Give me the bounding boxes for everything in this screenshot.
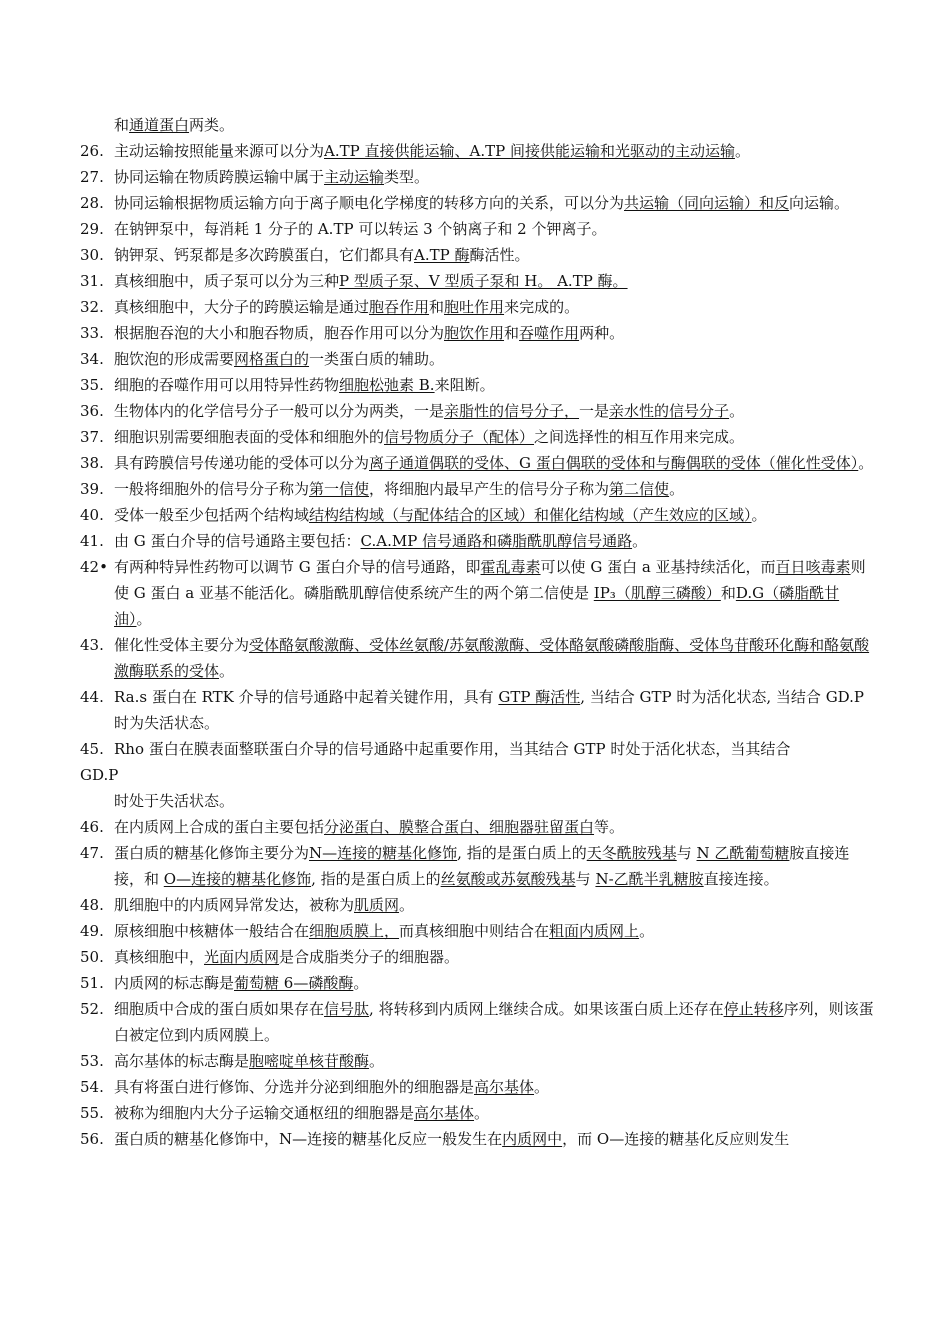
question-text: 。 — [474, 1104, 490, 1122]
question-text: 等。 — [594, 818, 625, 836]
question-text: 则使 G 蛋白 a 亚基不能活化。磷脂酰肌醇信使系统产生的两个第二信使是 — [114, 558, 866, 602]
question-text: 类型。 — [384, 168, 430, 186]
question-text: 细胞质中合成的蛋白质如果存在 — [114, 1000, 325, 1018]
question-item — [80, 476, 875, 502]
question-body — [114, 818, 624, 836]
question-body — [114, 1104, 489, 1122]
question-text: 来完成的。 — [504, 298, 580, 316]
question-text: 来阻断。 — [434, 376, 495, 394]
question-item — [80, 918, 875, 944]
question-number: 49. — [80, 922, 104, 940]
answer-underlined-text: 主动运输 — [324, 168, 385, 186]
answer-underlined-text: 通道蛋白 — [129, 116, 190, 134]
question-item — [80, 502, 875, 528]
question-text: 具有跨膜信号传递功能的受体可以分为 — [114, 454, 370, 472]
question-body — [114, 896, 414, 914]
question-text: 协同运输在物质跨膜运输中属于 — [114, 168, 325, 186]
answer-underlined-text: N—连接的糖基化修饰 — [309, 844, 458, 862]
question-number: 36. — [80, 402, 104, 420]
answer-underlined-text: 胞嘧啶单核苷酸酶 — [249, 1052, 370, 1070]
question-number: 53. — [80, 1052, 104, 1070]
question-text: 两类。 — [189, 116, 235, 134]
question-text: 催化性受体主要分为 — [114, 636, 250, 654]
answer-underlined-text: D.G（磷脂酰甘油） — [114, 584, 840, 628]
question-number: 29. — [80, 220, 104, 238]
question-text: 一类蛋白质的辅助。 — [309, 350, 445, 368]
answer-underlined-text: GTP 酶活性 — [498, 688, 581, 706]
question-text: 。 — [669, 480, 685, 498]
question-body — [114, 220, 606, 238]
answer-underlined-text: A.TP 酶 — [414, 246, 470, 264]
question-text: 具有将蛋白进行修饰、分选并分泌到细胞外的细胞器是 — [114, 1078, 475, 1096]
question-text: 和 — [429, 298, 445, 316]
question-body — [114, 350, 444, 368]
question-text: 真核细胞中， — [114, 948, 205, 966]
question-item — [80, 1100, 875, 1126]
question-text: 。 — [399, 896, 415, 914]
question-text: 与 — [575, 870, 596, 888]
answer-underlined-text: 粗面内质网上 — [549, 922, 640, 940]
question-text: 而真核细胞中则结合在 — [399, 922, 550, 940]
question-text: 主动运输按照能量来源可以分为 — [114, 142, 325, 160]
question-number: 54. — [80, 1078, 104, 1096]
question-body — [114, 1130, 789, 1148]
answer-underlined-text: 网格蛋白的 — [234, 350, 310, 368]
question-number: 27. — [80, 168, 104, 186]
answer-underlined-text: 第一信使 — [309, 480, 370, 498]
question-number: 47. — [80, 844, 104, 862]
question-number: 56. — [80, 1130, 104, 1148]
question-body — [114, 168, 429, 186]
question-item — [80, 840, 875, 892]
question-text: Rho 蛋白在膜表面整联蛋白介导的信号通路中起重要作用，当其结合 GTP 时处于活化状态，当其结合 — [114, 740, 791, 758]
question-body — [114, 298, 579, 316]
question-number: 43. — [80, 636, 104, 654]
question-text: 。 — [729, 402, 745, 420]
question-item — [80, 294, 875, 320]
question-item — [80, 1126, 875, 1152]
question-item — [80, 138, 875, 164]
question-text: 。 — [353, 974, 369, 992]
item-45-tail-text: 时处于失活状态。 — [114, 792, 235, 810]
question-text: 。 — [858, 454, 874, 472]
items-46-56 — [80, 814, 875, 1152]
question-body — [114, 922, 654, 940]
question-item — [80, 684, 875, 736]
question-text: 两种。 — [579, 324, 625, 342]
question-text: , 将转移到内质网上继续合成。如果该蛋白质上还存在 — [369, 1000, 724, 1018]
question-body — [114, 194, 849, 212]
question-text: 一是 — [579, 402, 610, 420]
question-text: 原核细胞中核糖体一般结合在 — [114, 922, 310, 940]
question-item — [80, 996, 875, 1048]
question-number: 39. — [80, 480, 104, 498]
question-text: 和 — [720, 584, 736, 602]
answer-underlined-text: 信号物质分子（配体） — [384, 428, 535, 446]
question-text: , 指的是蛋白质上的 — [311, 870, 441, 888]
question-text: 细胞的吞噬作用可以用特异性药物 — [114, 376, 340, 394]
question-body — [114, 1078, 549, 1096]
question-body — [114, 636, 869, 680]
question-text: 由 G 蛋白介导的信号通路主要包括： — [114, 532, 361, 550]
question-text: 。 — [369, 1052, 385, 1070]
answer-underlined-text: 高尔基体 — [414, 1104, 475, 1122]
question-text: 。 — [632, 532, 648, 550]
question-body — [114, 480, 684, 498]
answer-underlined-text: 结构结构域（与配体结合的区域）和催化结构域（产生效应的区域） — [309, 506, 752, 524]
question-number: 55. — [80, 1104, 104, 1122]
answer-underlined-text: 吞噬作用 — [519, 324, 580, 342]
question-text: 根据胞吞泡的大小和胞吞物质，胞吞作用可以分为 — [114, 324, 445, 342]
question-text: Ra.s 蛋白在 RTK 介导的信号通路中起着关键作用，具有 — [114, 688, 499, 706]
question-item — [80, 736, 875, 762]
question-item — [80, 944, 875, 970]
question-text: 。 — [734, 142, 750, 160]
question-text: 高尔基体的标志酶是 — [114, 1052, 250, 1070]
question-number: 31. — [80, 272, 104, 290]
question-number: 48. — [80, 896, 104, 914]
question-text: 向运输。 — [789, 194, 850, 212]
question-item — [80, 216, 875, 242]
answer-underlined-text: 胞吐作用 — [444, 298, 505, 316]
question-text: 真核细胞中，质子泵可以分为三种 — [114, 272, 340, 290]
question-number: 32. — [80, 298, 104, 316]
question-text: 受体一般至少包括两个结构域 — [114, 506, 310, 524]
answer-underlined-text: 共运输（同向运输）和反 — [624, 194, 790, 212]
question-number: 26. — [80, 142, 104, 160]
answer-underlined-text: N 乙酰葡萄糖 — [696, 844, 790, 862]
items-26-45 — [80, 138, 875, 762]
question-text: 。 — [136, 610, 152, 628]
question-text: 。 — [751, 506, 767, 524]
answer-underlined-text: IP₃（肌醇三磷酸） — [593, 584, 721, 602]
answer-underlined-text: 亲水性的信号分子 — [609, 402, 730, 420]
answer-underlined-text: 光面内质网 — [204, 948, 280, 966]
question-number: 52. — [80, 1000, 104, 1018]
question-number: 42• — [80, 558, 108, 576]
answer-underlined-text: C.A.MP 信号通路和磷脂酰肌醇信号通路 — [360, 532, 633, 550]
question-text: ，而 O—连接的糖基化反应则发生 — [562, 1130, 790, 1148]
question-body — [114, 1052, 384, 1070]
question-number: 38. — [80, 454, 104, 472]
question-text: 和 — [504, 324, 520, 342]
question-number: 35. — [80, 376, 104, 394]
question-body — [114, 142, 750, 160]
question-text: 和 — [114, 116, 130, 134]
answer-underlined-text: 肌质网 — [354, 896, 400, 914]
question-number: 28. — [80, 194, 104, 212]
question-body — [114, 506, 767, 524]
answer-underlined-text: 停止转移 — [723, 1000, 784, 1018]
question-number: 30. — [80, 246, 104, 264]
question-number: 37. — [80, 428, 104, 446]
question-item — [80, 424, 875, 450]
question-text: 直接连接。 — [703, 870, 779, 888]
answer-underlined-text: 亲脂性的信号分子， — [444, 402, 580, 420]
answer-underlined-text: 胞吞作用 — [369, 298, 430, 316]
answer-underlined-text: 离子通道偶联的受体、G 蛋白偶联的受体和与酶偶联的受体（催化性受体） — [369, 454, 859, 472]
question-text: 一般将细胞外的信号分子称为 — [114, 480, 310, 498]
question-text: 在钠钾泵中，每消耗 1 分子的 A.TP 可以转运 3 个钠离子和 2 个钾离子。 — [114, 220, 607, 238]
question-item — [80, 814, 875, 840]
question-text: 生物体内的化学信号分子一般可以分为两类，一是 — [114, 402, 445, 420]
answer-underlined-text: 分泌蛋白、膜整合蛋白、细胞器驻留蛋白 — [324, 818, 595, 836]
question-number: 51. — [80, 974, 104, 992]
question-number: 45. — [80, 740, 104, 758]
question-text: 细胞识别需要细胞表面的受体和细胞外的 — [114, 428, 385, 446]
answer-underlined-text: 受体酪氨酸激酶、受体丝氨酸/苏氨酸激酶、受体酪氨酸磷酸脂酶、受体鸟苷酸环化酶和酪氨酸激酶联系的受体 — [114, 636, 870, 680]
answer-underlined-text: 霍乱毒素 — [480, 558, 541, 576]
item-25-continuation — [80, 112, 875, 138]
question-text: 被称为细胞内大分子运输交通枢纽的细胞器是 — [114, 1104, 415, 1122]
question-body — [114, 974, 368, 992]
question-body — [114, 324, 624, 342]
question-text: 。 — [219, 662, 235, 680]
question-text: ，将细胞内最早产生的信号分子称为 — [369, 480, 610, 498]
question-text: 有两种特异性药物可以调节 G 蛋白介导的信号通路，即 — [114, 558, 481, 576]
question-body — [114, 688, 864, 732]
question-body — [114, 402, 744, 420]
question-body — [114, 376, 495, 394]
answer-underlined-text: 葡萄糖 6—磷酸酶 — [234, 974, 354, 992]
question-text: 钠钾泵、钙泵都是多次跨膜蛋白，它们都具有 — [114, 246, 415, 264]
question-number: 40. — [80, 506, 104, 524]
answer-underlined-text: 细胞松弛素 B. — [339, 376, 435, 394]
question-item — [80, 164, 875, 190]
question-number: 41. — [80, 532, 104, 550]
answer-underlined-text: 天冬酰胺残基 — [586, 844, 677, 862]
question-text: 可以使 G 蛋白 a 亚基持续活化，而 — [540, 558, 776, 576]
question-text: 酶活性。 — [469, 246, 530, 264]
question-body — [114, 272, 628, 290]
question-body — [114, 558, 866, 628]
question-body — [114, 454, 873, 472]
question-number: 50. — [80, 948, 104, 966]
question-body — [114, 532, 647, 550]
answer-underlined-text: O—连接的糖基化修饰 — [163, 870, 312, 888]
question-text: 肌细胞中的内质网异常发达，被称为 — [114, 896, 355, 914]
question-item — [80, 554, 875, 632]
question-body — [114, 844, 849, 888]
question-item — [80, 372, 875, 398]
answer-underlined-text: 内质网中 — [502, 1130, 563, 1148]
question-text: 是合成脂类分子的细胞器。 — [279, 948, 460, 966]
question-text: 。 — [534, 1078, 550, 1096]
question-item — [80, 528, 875, 554]
question-text: 之间选择性的相互作用来完成。 — [534, 428, 745, 446]
question-text: 。 — [639, 922, 655, 940]
question-text: 协同运输根据物质运输方向于离子顺电化学梯度的转移方向的关系，可以分为 — [114, 194, 625, 212]
question-list — [80, 112, 875, 1152]
answer-underlined-text: 百日咳毒素 — [775, 558, 851, 576]
question-number: 33. — [80, 324, 104, 342]
answer-underlined-text: 第二信使 — [609, 480, 670, 498]
question-body — [114, 740, 790, 758]
question-text: 内质网的标志酶是 — [114, 974, 235, 992]
answer-underlined-text: 丝氨酸或苏氨酸残基 — [440, 870, 576, 888]
question-text: 与 — [676, 844, 697, 862]
question-text: 在内质网上合成的蛋白主要包括 — [114, 818, 325, 836]
question-body — [114, 948, 459, 966]
question-text: 真核细胞中，大分子的跨膜运输是通过 — [114, 298, 370, 316]
question-text: 胞饮泡的形成需要 — [114, 350, 235, 368]
question-body — [114, 246, 530, 264]
answer-underlined-text: P 型质子泵、V 型质子泵和 H。 A.TP 酶。 — [339, 272, 628, 290]
answer-underlined-text: 细胞质膜上， — [309, 922, 400, 940]
question-item — [80, 398, 875, 424]
question-item — [80, 1074, 875, 1100]
question-item — [80, 1048, 875, 1074]
question-text: 胺直接连接，和 — [114, 844, 850, 888]
question-number: 46. — [80, 818, 104, 836]
answer-underlined-text: 胞饮作用 — [444, 324, 505, 342]
question-item — [80, 970, 875, 996]
question-item — [80, 892, 875, 918]
question-body — [114, 1000, 874, 1044]
question-item — [80, 268, 875, 294]
question-item — [80, 346, 875, 372]
question-item — [80, 632, 875, 684]
answer-underlined-text: N-乙酰半乳糖胺 — [595, 870, 704, 888]
question-body — [114, 428, 744, 446]
question-item — [80, 320, 875, 346]
question-text: 蛋白质的糖基化修饰主要分为 — [114, 844, 310, 862]
question-item — [80, 242, 875, 268]
question-item — [80, 450, 875, 476]
question-text: , 指的是蛋白质上的 — [457, 844, 587, 862]
question-item — [80, 190, 875, 216]
answer-underlined-text: 信号肽 — [324, 1000, 370, 1018]
question-text: 序列，则该蛋白被定位到内质网膜上。 — [114, 1000, 874, 1044]
question-number: 34. — [80, 350, 104, 368]
answer-underlined-text: A.TP 直接供能运输、A.TP 间接供能运输和光驱动的主动运输 — [324, 142, 735, 160]
answer-underlined-text: 高尔基体 — [474, 1078, 535, 1096]
question-number: 44. — [80, 688, 104, 706]
question-text: , 当结合 GTP 时为活化状态, 当结合 GD.P 时为失活状态。 — [114, 688, 865, 732]
question-text: 蛋白质的糖基化修饰中，N—连接的糖基化反应一般发生在 — [114, 1130, 503, 1148]
item-45-tail-line: GD.P — [80, 766, 119, 784]
